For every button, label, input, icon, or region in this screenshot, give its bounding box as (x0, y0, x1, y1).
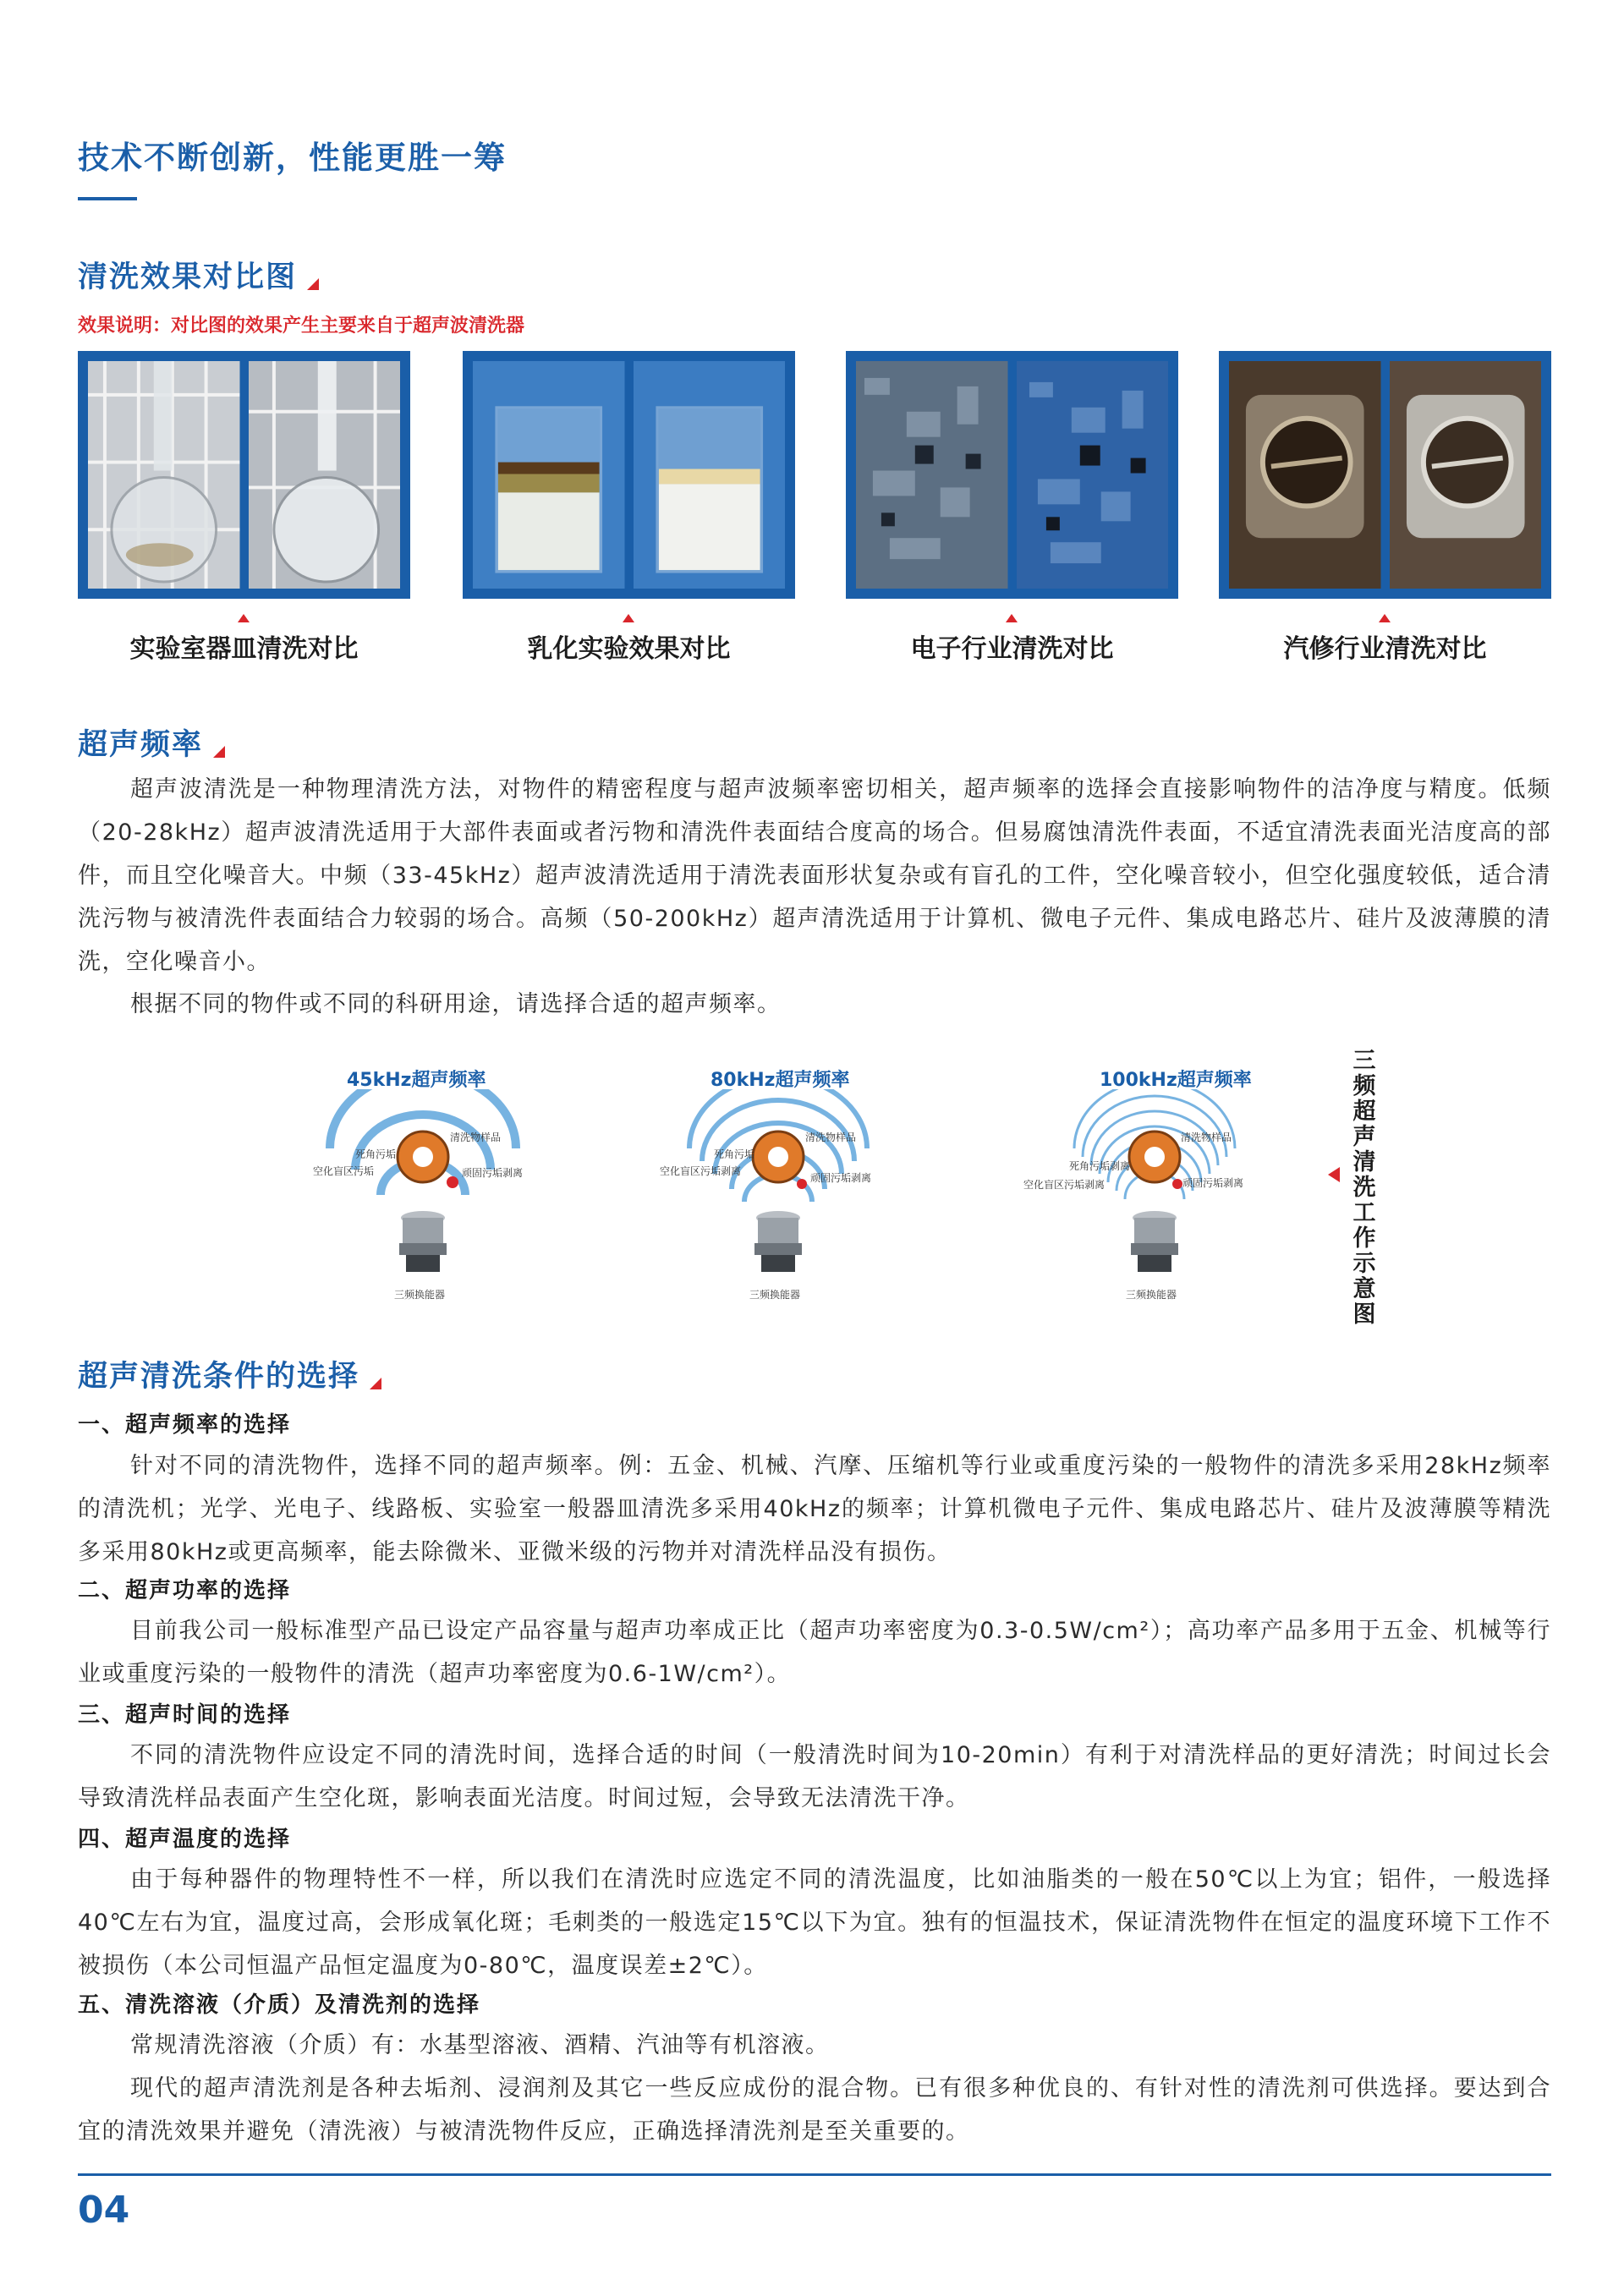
diagram-panel-45khz (304, 1066, 541, 1319)
diagram-label-dead-corner: 死角污垢剥离 (1069, 1160, 1131, 1172)
diagram-label-sample: 清洗物样品 (805, 1132, 857, 1143)
corner-triangle-icon (213, 746, 225, 758)
before-photo (856, 361, 1008, 589)
diagram-label-dead-corner: 死角污垢 (355, 1148, 397, 1160)
page-title: 技术不断创新，性能更胜一筹 (78, 140, 507, 176)
condition-heading: 一、超声频率的选择 (78, 1412, 292, 1438)
diagram-label-transducer: 三频换能器 (1126, 1289, 1177, 1301)
caption-marker-icon (238, 614, 250, 622)
transducer-icon (1121, 1209, 1188, 1281)
comparison-card-electronics (846, 351, 1178, 599)
section-title-comparison (78, 254, 319, 296)
diagram-panel-title: 45kHz超声频率 (347, 1070, 486, 1091)
transducer-icon (744, 1209, 812, 1281)
after-photo (1017, 361, 1169, 589)
caption-electronics: 电子行业清洗对比 (910, 634, 1114, 664)
frequency-paragraph: 根据不同的物件或不同的科研用途，请选择合适的超声频率。 (130, 991, 782, 1017)
corner-triangle-icon (307, 278, 319, 290)
comparison-card-emulsion (463, 351, 795, 599)
section-title-conditions (78, 1353, 381, 1395)
diagram-label-dead-corner: 死角污垢 (714, 1148, 755, 1160)
condition-paragraph: 由于每种器件的物理特性不一样，所以我们在清洗时应选定不同的清洗温度，比如油脂类的一般在50℃以上为宜；铝件，一般选择40℃左右为宜，温度过高，会形成氧化斑；毛刺类的一般选定15℃以下为宜。独有的恒温技术，保证清洗物件在恒定的温度环境下工作不被损伤（本公司恒温产品恒定温度为0-80℃，温度误差±2℃）。 (78, 1866, 1551, 1979)
caption-marker-icon (623, 614, 634, 622)
corner-triangle-icon (370, 1378, 381, 1389)
caption-auto: 汽修行业清洗对比 (1283, 634, 1487, 664)
after-photo (1390, 361, 1542, 589)
caption-emulsion: 乳化实验效果对比 (527, 634, 731, 664)
footer-rule (78, 2173, 1551, 2176)
condition-heading: 三、超声时间的选择 (78, 1702, 292, 1728)
after-photo (249, 361, 401, 589)
condition-paragraph: 现代的超声清洗剂是各种去垢剂、浸润剂及其它一些反应成份的混合物。已有很多种优良的、有针对性的清洗剂可供选择。要达到合宜的清洗效果并避免（清洗液）与被清洗物件反应，正确选择清洗剂是至关重要的。 (78, 2075, 1551, 2145)
condition-heading: 二、超声功率的选择 (78, 1578, 292, 1603)
diagram-panel-100khz (1023, 1066, 1269, 1319)
diagram-label-transducer: 三频换能器 (749, 1289, 801, 1301)
diagram-panel-title: 100kHz超声频率 (1100, 1070, 1252, 1091)
diagram-label-stubborn: 顽固污垢剥离 (810, 1172, 872, 1184)
diagram-label-sample: 清洗物样品 (1181, 1132, 1232, 1143)
diagram-label-blind-zone: 空化盲区污垢剥离 (1023, 1179, 1106, 1191)
frequency-paragraph: 超声波清洗是一种物理清洗方法，对物件的精密程度与超声波频率密切相关，超声频率的选择会直接影响物件的洁净度与精度。低频（20-28kHz）超声波清洗适用于大部件表面或者污物和清洗件表面结合度高的场合。但易腐蚀清洗件表面，不适宜清洗表面光洁度高的部件，而且空化噪音大。中频（33-45kHz）超声波清洗适用于清洗表面形状复杂或有盲孔的工件，空化噪音较小，但空化强度较低，适合清洗污物与被清洗件表面结合力较弱的场合。高频（50-200kHz）超声清洗适用于计算机、微电子元件、集成电路芯片、硅片及波薄膜的清洗，空化噪音小。 (78, 776, 1551, 975)
before-photo (88, 361, 240, 589)
caption-marker-icon (1006, 614, 1018, 622)
diagram-label-stubborn: 顽固污垢剥离 (462, 1167, 524, 1179)
diagram-label-sample: 清洗物样品 (450, 1132, 502, 1143)
section-title-comparison-text: 清洗效果对比图 (78, 260, 298, 294)
transducer-icon (389, 1209, 457, 1281)
diagram-label-transducer: 三频换能器 (394, 1289, 446, 1301)
comparison-card-auto (1219, 351, 1551, 599)
section-title-conditions-text: 超声清洗条件的选择 (78, 1360, 360, 1394)
diagram-label-blind-zone: 空化盲区污垢 (313, 1165, 375, 1177)
caption-marker-icon (1379, 614, 1391, 622)
before-photo (473, 361, 625, 589)
diagram-panel-title: 80kHz超声频率 (710, 1070, 850, 1091)
condition-paragraph: 不同的清洗物件应设定不同的清洗时间，选择合适的时间（一般清洗时间为10-20min）有利于对清洗样品的更好清洗；时间过长会导致清洗样品表面产生空化斑，影响表面光洁度。时间过短，会导致无法清洗干净。 (78, 1742, 1551, 1811)
diagram-label-blind-zone: 空化盲区污垢剥离 (660, 1165, 742, 1177)
page-number: 04 (78, 2189, 130, 2232)
before-photo (1229, 361, 1381, 589)
condition-paragraph: 针对不同的清洗物件，选择不同的超声频率。例：五金、机械、汽摩、压缩机等行业或重度污染的一般物件的清洗多采用28kHz频率的清洗机；光学、光电子、线路板、实验室一般器皿清洗多采用40kHz的频率；计算机微电子元件、集成电路芯片、硅片及波薄膜等精洗多采用80kHz或更高频率，能去除微米、亚微米级的污物并对清洗样品没有损伤。 (78, 1453, 1551, 1565)
caption-lab: 实验室器皿清洗对比 (129, 634, 359, 664)
title-underline (78, 197, 137, 200)
pointer-triangle-icon (1328, 1167, 1340, 1182)
diagram-vertical-title: 三频超声清洗工作示意图 (1352, 1048, 1376, 1328)
condition-heading: 四、超声温度的选择 (78, 1827, 292, 1852)
comparison-card-lab (78, 351, 410, 599)
section-title-frequency-text: 超声频率 (78, 728, 204, 762)
diagram-label-stubborn: 顽固污垢剥离 (1182, 1177, 1244, 1189)
after-photo (634, 361, 786, 589)
condition-paragraph: 常规清洗溶液（介质）有：水基型溶液、酒精、汽油等有机溶液。 (130, 2032, 830, 2058)
effect-note: 效果说明：对比图的效果产生主要来自于超声波清洗器 (78, 315, 525, 337)
diagram-panel-80khz (660, 1066, 897, 1319)
condition-paragraph: 目前我公司一般标准型产品已设定产品容量与超声功率成正比（超声功率密度为0.3-0.5W/cm²）；高功率产品多用于五金、机械等行业或重度污染的一般物件的清洗（超声功率密度为0.6-1W/cm²）。 (78, 1618, 1551, 1687)
section-title-frequency (78, 721, 225, 764)
condition-heading: 五、清洗溶液（介质）及清洗剂的选择 (78, 1992, 481, 2018)
